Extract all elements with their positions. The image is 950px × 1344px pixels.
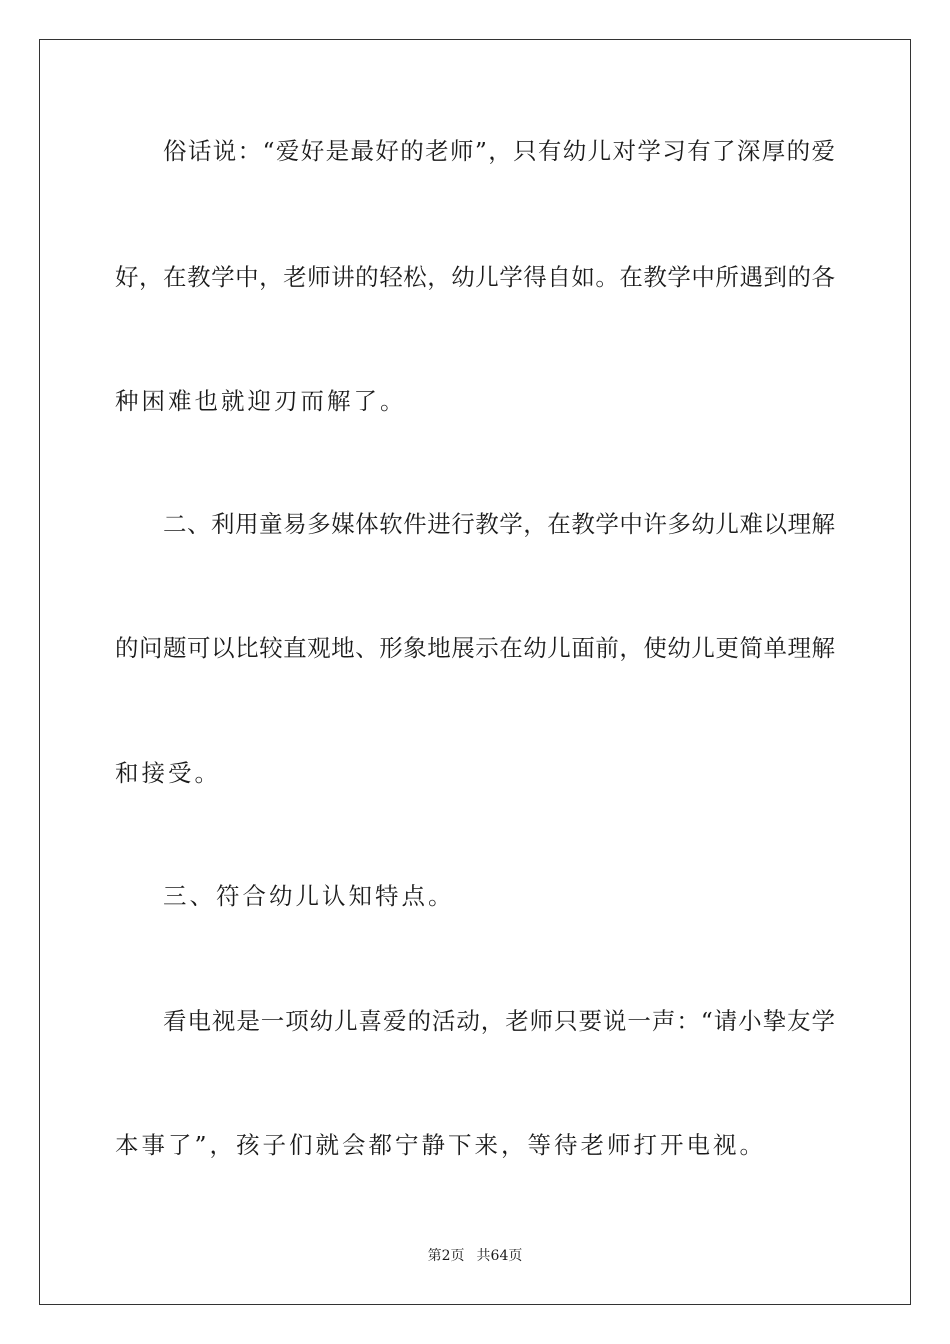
paragraph-4-line-2: 本事了”，孩子们就会都宁静下来，等待老师打开电视。 — [115, 1131, 767, 1159]
paragraph-2-line-2: 的问题可以比较直观地、形象地展示在幼儿面前，使幼儿更简单理解 — [115, 634, 835, 662]
paragraph-1-line-3: 种困难也就迎刃而解了。 — [115, 387, 407, 415]
page-number-total: 共64页 — [476, 1248, 523, 1264]
paragraph-2-line-3: 和接受。 — [115, 759, 221, 787]
paragraph-4-line-1: 看电视是一项幼儿喜爱的活动，老师只要说一声：“请小挚友学 — [163, 1007, 835, 1035]
page-border — [39, 39, 911, 1305]
paragraph-3-line-1: 三、符合幼儿认知特点。 — [163, 882, 455, 910]
paragraph-1-line-1: 俗话说：“爱好是最好的老师”，只有幼儿对学习有了深厚的爱 — [163, 137, 835, 165]
paragraph-2-line-1: 二、利用童易多媒体软件进行教学，在教学中许多幼儿难以理解 — [163, 510, 835, 538]
page-footer — [0, 1247, 950, 1265]
page-number-current: 第2页 — [427, 1248, 465, 1264]
paragraph-1-line-2: 好，在教学中，老师讲的轻松，幼儿学得自如。在教学中所遇到的各 — [115, 263, 835, 291]
